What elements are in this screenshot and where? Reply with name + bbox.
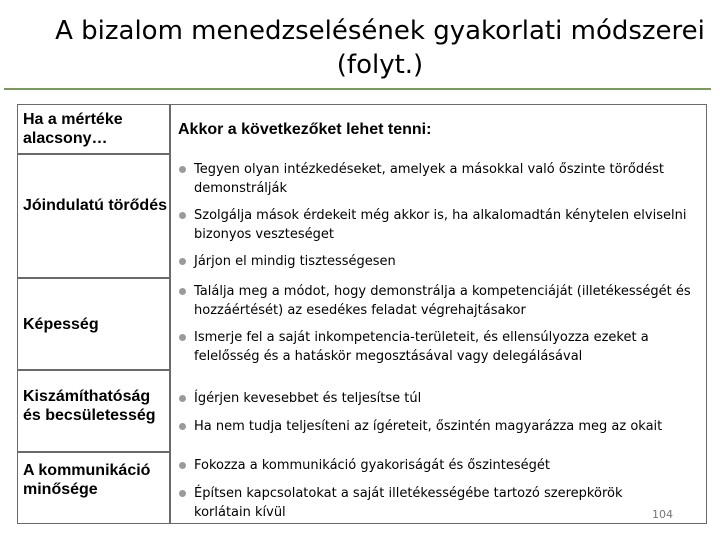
title-line-1: A bizalom menedzselésének gyakorlati módszerei: [55, 16, 705, 46]
row-label-benevolence: Jóindulatú törődés: [23, 197, 167, 214]
bullet-icon: [179, 166, 186, 173]
title-line-2: (folyt.): [336, 50, 424, 80]
row-label-ability: Képesség: [23, 316, 99, 333]
slide-title: [40, 14, 720, 82]
header-left: Ha a mértéke alacsony…: [23, 111, 123, 147]
list-item: Építsen kapcsolatokat a saját illetékességébe tartozó szerepkörök korlátain kívül: [172, 484, 677, 522]
bullet-icon: [179, 490, 186, 497]
list-item: Találja meg a módot, hogy demonstrálja a kompetenciáját (illetékességét és hozzáértését) az esedékes feladat végrehajtásakor: [172, 282, 702, 320]
bullet-icon: [179, 258, 186, 265]
list-item: Ha nem tudja teljesíteni az ígéreteit, őszintén magyarázza meg az okait: [172, 417, 702, 436]
bullet-icon: [179, 212, 186, 219]
list-item: Tegyen olyan intézkedéseket, amelyek a másokkal való őszinte törődést demonstrálják: [172, 160, 702, 198]
page-number: 104: [652, 508, 673, 521]
row-label-communication: A kommunikáció minősége: [23, 462, 151, 498]
list-item: Ígérjen kevesebbet és teljesítse túl: [172, 389, 702, 408]
bullet-icon: [179, 462, 186, 469]
bullet-icon: [179, 288, 186, 295]
list-item: Szolgálja mások érdekeit még akkor is, ha alkalomadtán kénytelen elviselni bizonyos veszteséget: [172, 206, 702, 244]
left-frame-benevolence: [17, 154, 170, 278]
bullet-icon: [179, 395, 186, 402]
row-label-predictability: Kiszámíthatóság és becsületesség: [23, 388, 156, 424]
header-right: Akkor a következőket lehet tenni:: [178, 121, 432, 138]
list-item: Ismerje fel a saját inkompetencia-területeit, és ellensúlyozza ezeket a felelősség és a hatáskör megosztásával vagy delegálásával: [172, 328, 702, 366]
list-item: Fokozza a kommunikáció gyakoriságát és őszinteségét: [172, 456, 702, 475]
bullet-icon: [179, 334, 186, 341]
bullet-icon: [179, 423, 186, 430]
title-underline: [4, 88, 711, 90]
list-item: Járjon el mindig tisztességesen: [172, 252, 702, 271]
